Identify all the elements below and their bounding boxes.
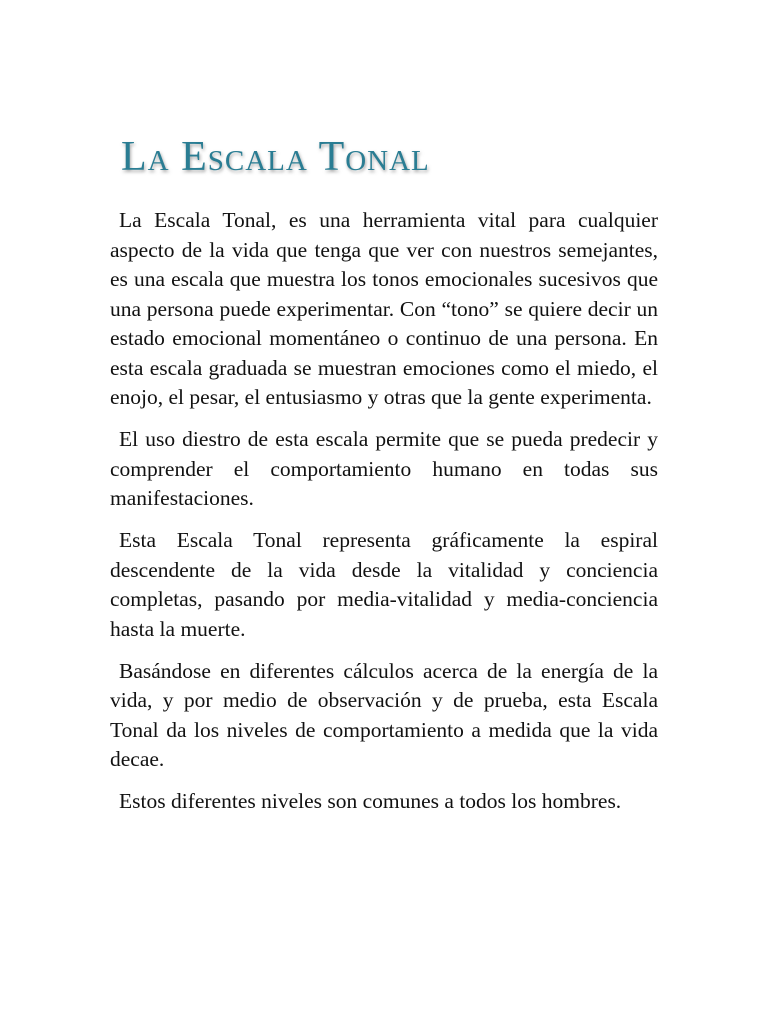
paragraph: Esta Escala Tonal representa gráficamente la espiral descendente de la vida desde la vitalidad y conciencia completas, pasando por media-vitalidad y media-conciencia hasta la muerte. (110, 528, 658, 641)
document-body (110, 206, 658, 829)
paragraph: Estos diferentes niveles son comunes a todos los hombres. (119, 789, 622, 813)
paragraph: El uso diestro de esta escala permite que se pueda predecir y comprender el comportamiento humano en todas sus manifestaciones. (110, 427, 658, 510)
page-title: La Escala Tonal (121, 134, 430, 180)
paragraph: La Escala Tonal, es una herramienta vital para cualquier aspecto de la vida que tenga que ver con nuestros semejantes, es una escala que muestra los tonos emocionales sucesivos que una persona puede experimentar. Con “tono” se quiere decir un estado emocional momentáneo o continuo de una persona. En esta escala graduada se muestran emociones como el miedo, el enojo, el pesar, el entusiasmo y otras que la gente experimenta. (110, 208, 658, 409)
paragraph: Basándose en diferentes cálculos acerca de la energía de la vida, y por medio de observación y de prueba, esta Escala Tonal da los niveles de comportamiento a medida que la vida decae. (110, 658, 658, 771)
